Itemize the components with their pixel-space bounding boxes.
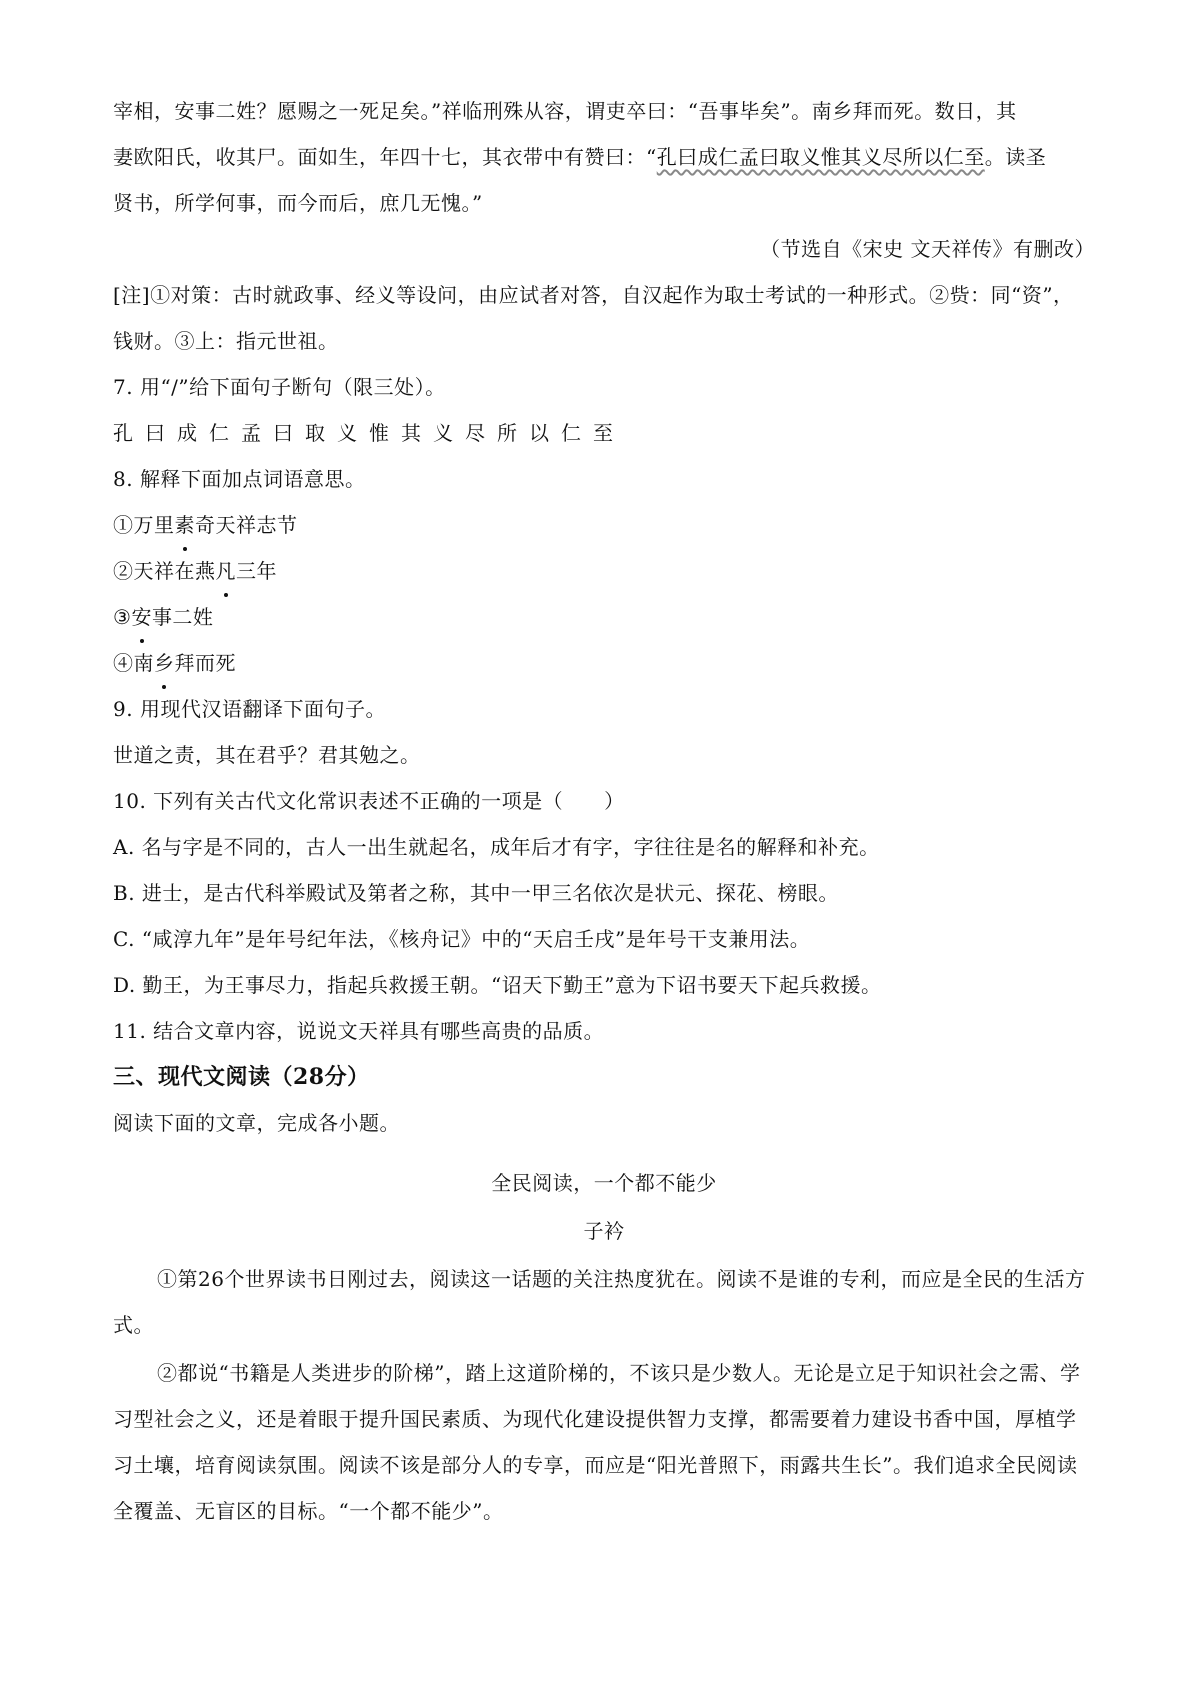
item-text: 奇天祥志节 <box>195 513 298 537</box>
item-text: ③ <box>113 605 132 629</box>
question-10-option-d: D. 勤王，为王事尽力，指起兵救援王朝。“诏天下勤王”意为下诏书要天下起兵救援。 <box>113 973 882 997</box>
question-10-option-c: C. “咸淳九年”是年号纪年法，《核舟记》中的“天启壬戌”是年号干支兼用法。 <box>113 927 811 951</box>
article-paragraph-2: ②都说“书籍是人类进步的阶梯”，踏上这道阶梯的，不该只是少数人。无论是立足于知识社会之需、学习型社会之义，还是着眼于提升国民素质、为现代化建设提供智力支撑，都需要着力建设书香中国，厚植学习土壤，培育阅读氛围。阅读不该是部分人的专享，而应是“阳光普照下，雨露共生长”。我们追求全民阅读全覆盖、无盲区的目标。“一个都不能少”。 <box>113 1361 1081 1523</box>
question-8-item <box>113 502 1095 548</box>
question-9-prompt: 9. 用现代汉语翻译下面句子。 <box>113 697 386 721</box>
section-heading: 三、现代文阅读（28分） <box>113 1064 370 1090</box>
item-text: 拜而死 <box>174 651 236 675</box>
item-text: ②天祥在燕 <box>113 559 216 583</box>
question-8-prompt: 8. 解释下面加点词语意思。 <box>113 467 366 491</box>
passage-source: （节选自《宋史 文天祥传》有删改） <box>760 237 1095 261</box>
item-text: 事二姓 <box>151 605 214 629</box>
item-text: ①万里 <box>113 513 175 537</box>
question-8-item <box>113 640 1095 686</box>
question-11-prompt: 11. 结合文章内容，说说文天祥具有哪些高贵的品质。 <box>113 1019 605 1043</box>
dotted-word: 素 <box>175 502 196 548</box>
article-author: 子衿 <box>583 1219 625 1243</box>
question-10-option-a: A. 名与字是不同的，古人一出生就起名，成年后才有字，字往往是名的解释和补充。 <box>113 835 880 859</box>
passage-line <box>113 134 1095 180</box>
notes-line: [注]①对策：古时就政事、经义等设问，由应试者对答，自汉起作为取士考试的一种形式。②赀：同“资”， <box>113 283 1074 307</box>
question-10-option-b: B. 进士，是古代科举殿试及第者之称，其中一甲三名依次是状元、探花、榜眼。 <box>113 881 839 905</box>
dotted-word: 乡 <box>154 640 175 686</box>
question-7-sentence: 孔曰成仁孟曰取义惟其义尽所以仁至 <box>113 421 625 445</box>
question-7-prompt: 7. 用“/”给下面句子断句（限三处）。 <box>113 375 446 399</box>
question-8-item <box>113 594 1095 640</box>
question-8-item <box>113 548 1095 594</box>
item-text: 三年 <box>236 559 277 583</box>
article-paragraph-1: ①第26个世界读书日刚过去，阅读这一话题的关注热度犹在。阅读不是谁的专利，而应是全民的生活方式。 <box>113 1267 1086 1337</box>
article-title: 全民阅读，一个都不能少 <box>491 1171 717 1195</box>
item-text: ④南 <box>113 651 154 675</box>
passage-text: 妻欧阳氏，收其尸。面如生，年四十七，其衣带中有赞曰：“ <box>113 145 657 169</box>
passage-line: 宰相，安事二姓？愿赐之一死足矣。”祥临刑殊从容，谓吏卒曰：“吾事毕矣”。南乡拜而死。数日，其 <box>113 99 1017 123</box>
dotted-word: 凡 <box>216 548 237 594</box>
notes-line: 钱财。③上：指元世祖。 <box>113 329 339 353</box>
question-9-sentence: 世道之责，其在君乎？君其勉之。 <box>113 743 421 767</box>
dotted-word: 安 <box>131 594 152 640</box>
passage-line: 贤书，所学何事，而今而后，庶几无愧。” <box>113 191 483 215</box>
section-instruction: 阅读下面的文章，完成各小题。 <box>113 1111 400 1135</box>
passage-text: 。读圣 <box>984 145 1047 169</box>
wavy-underlined-sentence: 孔曰成仁孟曰取义惟其义尽所以仁至 <box>656 145 985 169</box>
question-10-prompt: 10. 下列有关古代文化常识表述不正确的一项是（ ） <box>113 789 625 813</box>
